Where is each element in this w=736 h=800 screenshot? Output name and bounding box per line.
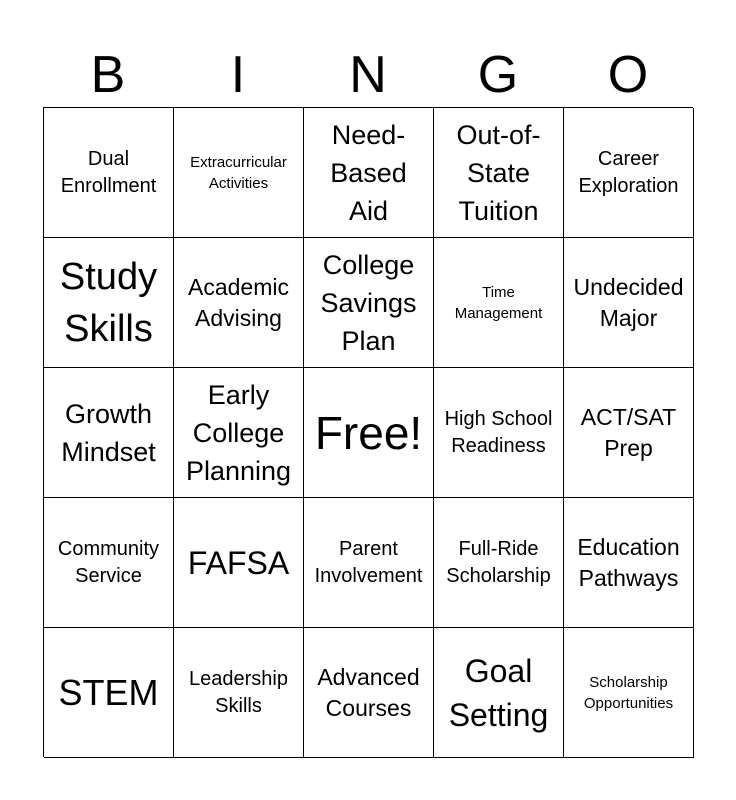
- cell-label: College Savings Plan: [320, 249, 417, 356]
- bingo-grid: [43, 107, 693, 757]
- cell-label: FAFSA: [187, 544, 290, 581]
- bingo-cell-r3-c0[interactable]: [44, 498, 174, 628]
- cell-label: Undecided Major: [573, 273, 684, 331]
- bingo-cell-r0-c1[interactable]: [174, 108, 304, 238]
- cell-label: Leadership Skills: [189, 667, 288, 717]
- cell-label: Early College Planning: [185, 379, 292, 486]
- cell-label: Full-Ride Scholarship: [446, 537, 551, 587]
- cell-label: Study Skills: [59, 255, 158, 350]
- cell-label: Parent Involvement: [314, 537, 423, 587]
- header-letter-o: O: [607, 46, 649, 104]
- bingo-cell-r4-c1[interactable]: [174, 628, 304, 758]
- cell-label: Community Service: [57, 537, 160, 587]
- bingo-cell-r3-c1[interactable]: [174, 498, 304, 628]
- bingo-header: [43, 44, 693, 106]
- bingo-cell-r1-c2[interactable]: [304, 238, 434, 368]
- cell-label: Extracurricular Activities: [190, 153, 287, 192]
- header-letter-i: I: [230, 46, 246, 104]
- free-space-label: Free!: [314, 406, 423, 459]
- bingo-cell-r0-c4[interactable]: [564, 108, 694, 238]
- cell-label: Academic Advising: [188, 273, 289, 331]
- cell-label: Need-Based Aid: [330, 119, 407, 226]
- bingo-cell-r1-c3[interactable]: [434, 238, 564, 368]
- cell-label: Education Pathways: [577, 533, 680, 591]
- bingo-cell-r2-c0[interactable]: [44, 368, 174, 498]
- cell-label: Goal Setting: [448, 652, 549, 733]
- bingo-cell-r4-c3[interactable]: [434, 628, 564, 758]
- bingo-cell-r3-c3[interactable]: [434, 498, 564, 628]
- bingo-cell-r1-c1[interactable]: [174, 238, 304, 368]
- free-space-cell[interactable]: [304, 368, 434, 498]
- bingo-cell-r0-c2[interactable]: [304, 108, 434, 238]
- cell-label: STEM: [58, 671, 159, 713]
- bingo-cell-r3-c2[interactable]: [304, 498, 434, 628]
- cell-label: Time Management: [454, 283, 543, 322]
- header-letter-g: G: [477, 46, 519, 104]
- bingo-cell-r0-c3[interactable]: [434, 108, 564, 238]
- bingo-cell-r2-c1[interactable]: [174, 368, 304, 498]
- bingo-cell-r1-c4[interactable]: [564, 238, 694, 368]
- bingo-cell-r4-c0[interactable]: [44, 628, 174, 758]
- cell-label: High School Readiness: [444, 407, 553, 457]
- cell-label: ACT/SAT Prep: [580, 403, 677, 461]
- cell-label: Growth Mindset: [61, 398, 156, 467]
- cell-label: Out-of-State Tuition: [456, 119, 541, 226]
- bingo-cell-r3-c4[interactable]: [564, 498, 694, 628]
- cell-label: Dual Enrollment: [60, 147, 157, 197]
- bingo-cell-r1-c0[interactable]: [44, 238, 174, 368]
- cell-label: Advanced Courses: [317, 663, 420, 721]
- cell-label: Scholarship Opportunities: [583, 673, 674, 712]
- header-letter-b: B: [90, 46, 126, 104]
- bingo-cell-r2-c3[interactable]: [434, 368, 564, 498]
- bingo-cell-r0-c0[interactable]: [44, 108, 174, 238]
- bingo-cell-r2-c4[interactable]: [564, 368, 694, 498]
- bingo-cell-r4-c4[interactable]: [564, 628, 694, 758]
- bingo-cell-r4-c2[interactable]: [304, 628, 434, 758]
- cell-label: Career Exploration: [578, 147, 679, 197]
- header-letter-n: N: [349, 46, 387, 104]
